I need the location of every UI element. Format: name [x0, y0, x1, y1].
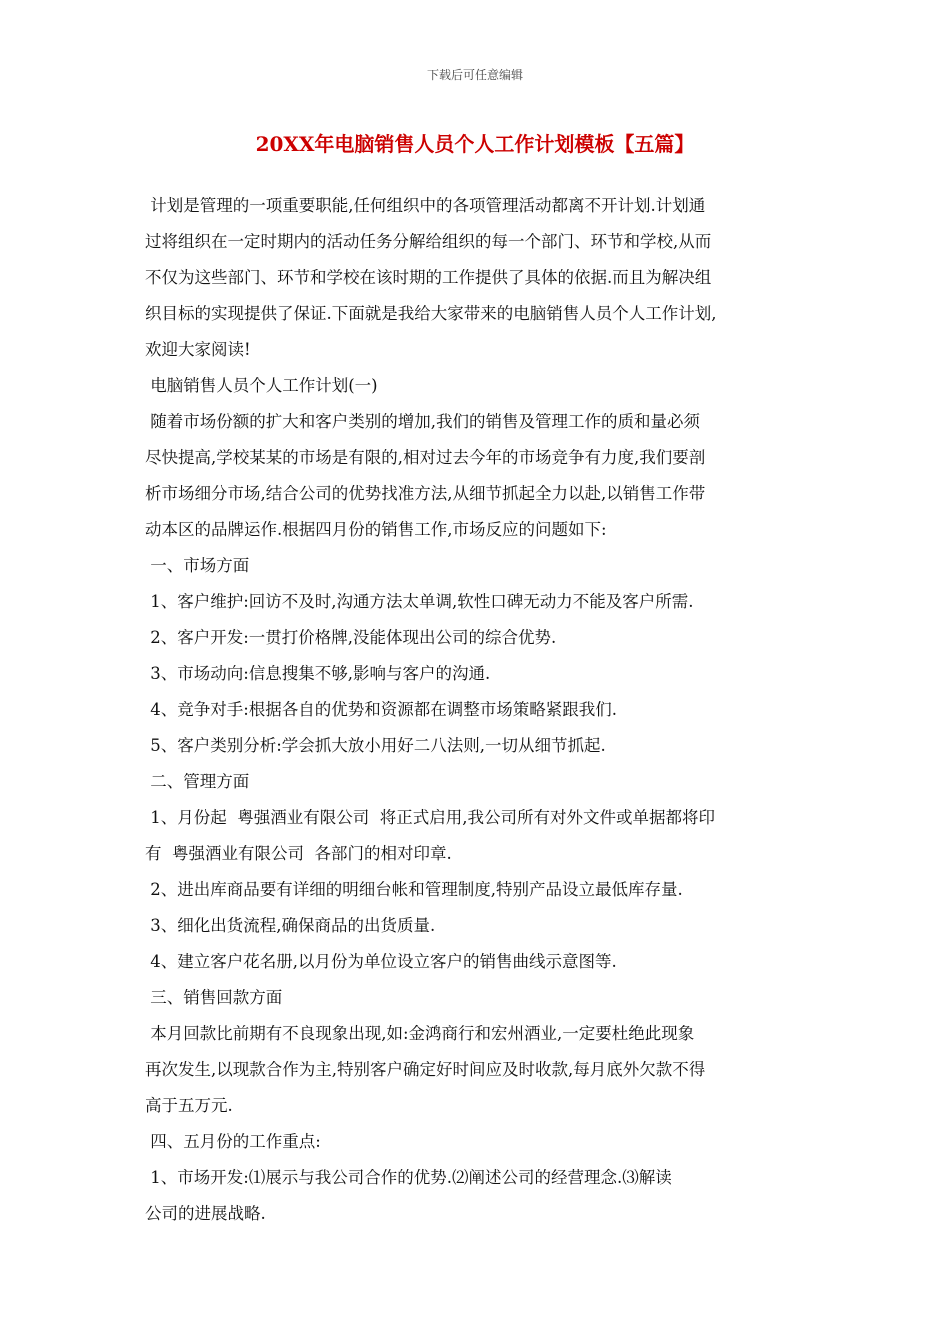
body-line: 随着市场份额的扩大和客户类别的增加,我们的销售及管理工作的质和量必须: [145, 412, 700, 431]
body-line: 1、客户维护:回访不及时,沟通方法太单调,软性口碑无动力不能及客户所需.: [145, 592, 694, 611]
body-line: 电脑销售人员个人工作计划(一): [145, 376, 378, 395]
body-line: 2、进出库商品要有详细的明细台帐和管理制度,特别产品设立最低库存量.: [145, 880, 683, 899]
header-note: 下载后可任意编辑: [426, 68, 523, 82]
body-line: 3、细化出货流程,确保商品的出货质量.: [145, 916, 436, 935]
body-line: 高于五万元.: [145, 1096, 233, 1115]
body-line: 织目标的实现提供了保证.下面就是我给大家带来的电脑销售人员个人工作计划,: [145, 304, 717, 323]
body-line: 3、市场动向:信息搜集不够,影响与客户的沟通.: [145, 664, 491, 683]
body-line: 计划是管理的一项重要职能,任何组织中的各项管理活动都离不开计划.计划通: [145, 196, 706, 215]
body-line: 四、五月份的工作重点:: [145, 1132, 321, 1151]
body-line: 不仅为这些部门、环节和学校在该时期的工作提供了具体的依据.而且为解决组: [145, 268, 712, 287]
body-line: 二、管理方面: [145, 772, 250, 791]
body-line: 5、客户类别分析:学会抓大放小用好二八法则,一切从细节抓起.: [145, 736, 606, 755]
body-line: 2、客户开发:一贯打价格牌,没能体现出公司的综合优势.: [145, 628, 557, 647]
document-title: 20XX年电脑销售人员个人工作计划模板【五篇】: [255, 132, 695, 156]
body-line: 欢迎大家阅读!: [145, 340, 251, 359]
body-line: 4、竞争对手:根据各自的优势和资源都在调整市场策略紧跟我们.: [145, 700, 618, 719]
body-line: 1、市场开发:⑴展示与我公司合作的优势.⑵阐述公司的经营理念.⑶解读: [145, 1168, 672, 1187]
body-line: 尽快提高,学校某某的市场是有限的,相对过去今年的市场竞争有力度,我们要剖: [145, 448, 706, 467]
body-line: 有 粤强酒业有限公司 各部门的相对印章.: [145, 844, 452, 863]
body-line: 本月回款比前期有不良现象出现,如:金鸿商行和宏州酒业,一定要杜绝此现象: [145, 1024, 695, 1043]
body-line: 析市场细分市场,结合公司的优势找准方法,从细节抓起全力以赴,以销售工作带: [145, 484, 706, 503]
body-line: 公司的进展战略.: [145, 1204, 266, 1223]
body-line: 再次发生,以现款合作为主,特别客户确定好时间应及时收款,每月底外欠款不得: [145, 1060, 706, 1079]
body-line: 动本区的品牌运作.根据四月份的销售工作,市场反应的问题如下:: [145, 520, 607, 539]
body-line: 4、建立客户花名册,以月份为单位设立客户的销售曲线示意图等.: [145, 952, 617, 971]
body-line: 1、月份起 粤强酒业有限公司 将正式启用,我公司所有对外文件或单据都将印: [145, 808, 715, 827]
body-line: 过将组织在一定时期内的活动任务分解给组织的每一个部门、环节和学校,从而: [145, 232, 712, 251]
document-body: [145, 188, 813, 1232]
body-line: 三、销售回款方面: [145, 988, 283, 1007]
body-line: 一、市场方面: [145, 556, 250, 575]
